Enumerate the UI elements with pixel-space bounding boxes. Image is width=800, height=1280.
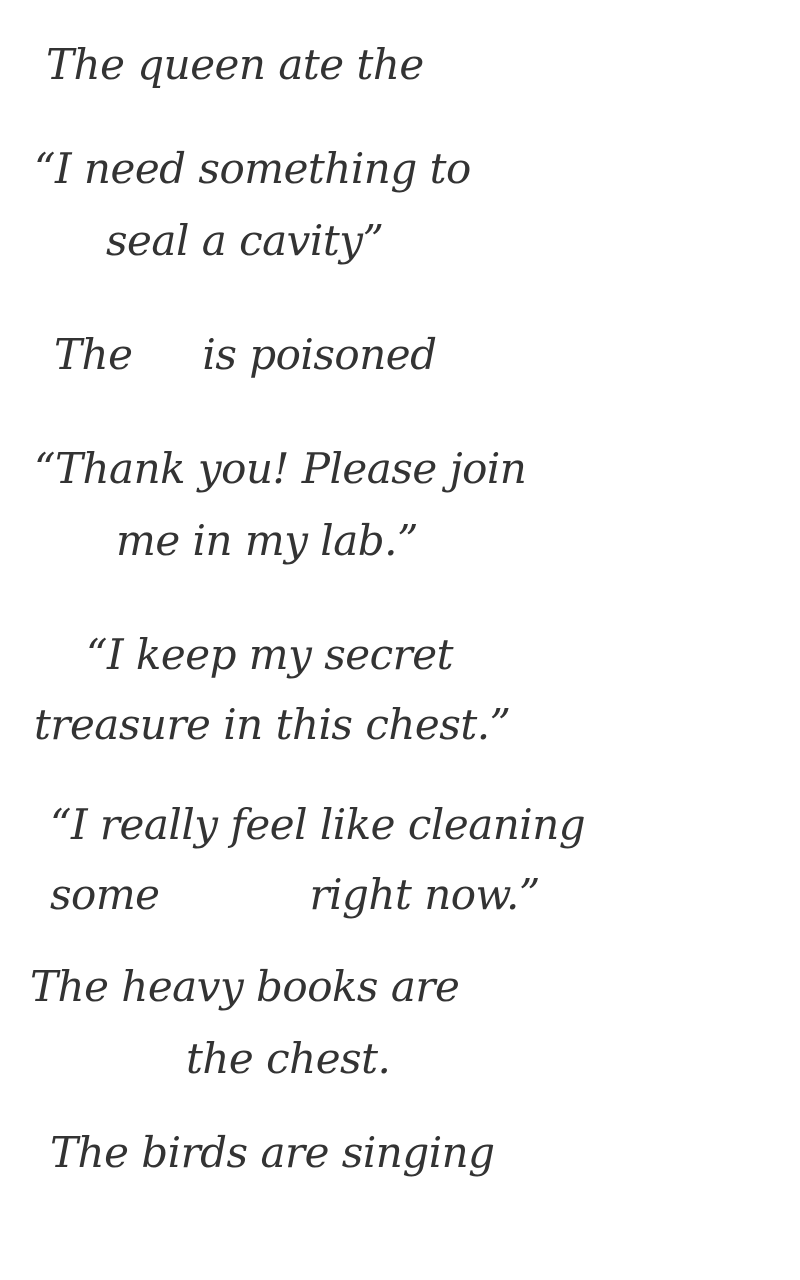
- clue-lab-line-1: “Thank you! Please join: [34, 444, 527, 493]
- clue-poisoned-word-the: The: [54, 330, 133, 379]
- clue-cavity-line-1: “I need something to: [34, 144, 471, 193]
- clue-poisoned-line-1: [54, 330, 437, 379]
- clue-treasure-line-2: treasure in this chest.”: [34, 700, 511, 749]
- clue-cleaning-word-some: some: [50, 870, 160, 919]
- clue-books-line-1: The heavy books are: [30, 962, 460, 1011]
- clue-books-line-2: the chest.: [186, 1034, 391, 1083]
- clue-birds-line-1: The birds are singing: [50, 1128, 495, 1177]
- clue-cleaning-word-rest: right now.”: [309, 870, 540, 919]
- clue-lab-line-2: me in my lab.”: [116, 516, 418, 565]
- clue-cavity-line-2: seal a cavity”: [106, 216, 384, 265]
- clue-queen-line-1: The queen ate the: [46, 40, 424, 89]
- clue-cleaning-line-2: [50, 870, 540, 919]
- clue-poisoned-word-rest: is poisoned: [202, 330, 437, 379]
- clue-treasure-line-1: “I keep my secret: [86, 630, 453, 679]
- clue-cleaning-line-1: “I really feel like cleaning: [50, 800, 586, 849]
